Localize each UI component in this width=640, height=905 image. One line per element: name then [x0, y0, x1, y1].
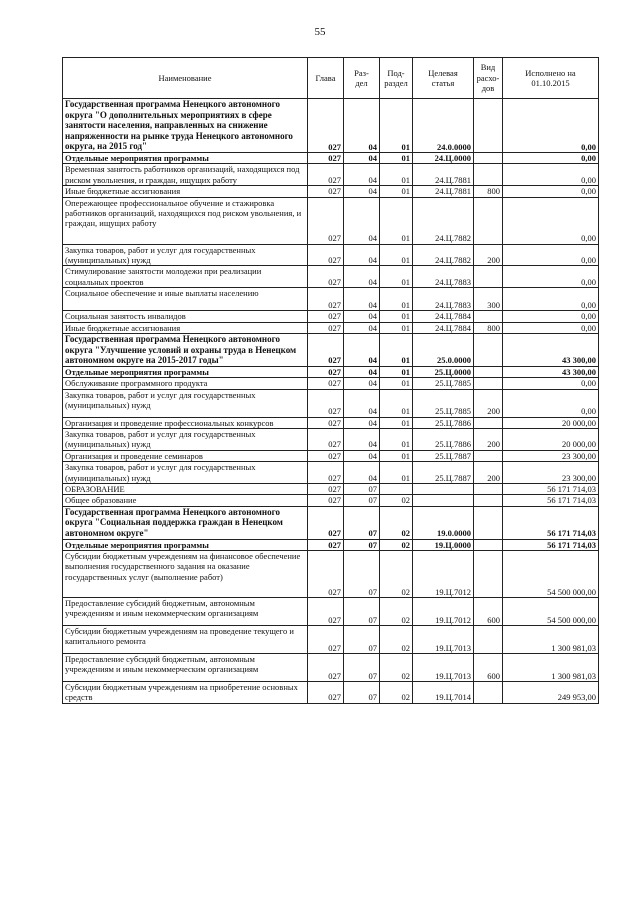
header-target: Целевая статья — [413, 58, 474, 99]
cell-chapter: 027 — [308, 551, 344, 598]
page-number: 55 — [314, 26, 326, 38]
cell-podrazdel: 02 — [380, 654, 413, 682]
cell-razdel: 07 — [344, 654, 380, 682]
table-row — [63, 311, 599, 322]
cell-vid — [474, 99, 503, 153]
cell-executed: 0,00 — [503, 99, 599, 153]
cell-executed: 0,00 — [503, 322, 599, 333]
header-name: Наименование — [63, 58, 308, 99]
cell-target: 24.Ц.7882 — [413, 197, 474, 244]
cell-executed: 56 171 714,03 — [503, 506, 599, 539]
cell-podrazdel: 01 — [380, 186, 413, 197]
cell-razdel: 04 — [344, 378, 380, 389]
cell-podrazdel: 02 — [380, 626, 413, 654]
cell-target: 25.Ц.0000 — [413, 366, 474, 377]
cell-target: 19.0.0000 — [413, 506, 474, 539]
cell-razdel: 07 — [344, 598, 380, 626]
cell-target: 19.Ц.7012 — [413, 598, 474, 626]
cell-executed: 0,00 — [503, 197, 599, 244]
header-podrazdel: Под- раздел — [380, 58, 413, 99]
table-row — [63, 429, 599, 451]
cell-vid — [474, 366, 503, 377]
cell-name: Обслуживание программного продукта — [63, 378, 308, 389]
cell-chapter: 027 — [308, 539, 344, 550]
cell-razdel: 04 — [344, 288, 380, 311]
cell-vid: 200 — [474, 429, 503, 451]
cell-razdel: 04 — [344, 311, 380, 322]
cell-chapter: 027 — [308, 484, 344, 495]
cell-razdel: 04 — [344, 334, 380, 367]
cell-vid — [474, 682, 503, 704]
cell-podrazdel: 01 — [380, 366, 413, 377]
cell-chapter: 027 — [308, 389, 344, 417]
cell-executed: 43 300,00 — [503, 334, 599, 367]
cell-name: Отдельные мероприятия программы — [63, 539, 308, 550]
cell-chapter: 027 — [308, 429, 344, 451]
cell-razdel: 04 — [344, 244, 380, 266]
cell-podrazdel: 02 — [380, 551, 413, 598]
cell-target: 25.Ц.7887 — [413, 462, 474, 484]
cell-razdel: 04 — [344, 186, 380, 197]
cell-executed: 0,00 — [503, 266, 599, 288]
cell-podrazdel: 02 — [380, 598, 413, 626]
table-row — [63, 484, 599, 495]
header-razdel: Раз- дел — [344, 58, 380, 99]
table-row — [63, 506, 599, 539]
cell-vid — [474, 417, 503, 428]
cell-target — [413, 495, 474, 506]
table-row — [63, 366, 599, 377]
table-row — [63, 682, 599, 704]
cell-chapter: 027 — [308, 334, 344, 367]
table-row — [63, 334, 599, 367]
cell-executed: 0,00 — [503, 311, 599, 322]
cell-target: 24.Ц.7881 — [413, 164, 474, 186]
cell-target: 19.Ц.0000 — [413, 539, 474, 550]
cell-target: 19.Ц.7013 — [413, 654, 474, 682]
cell-podrazdel: 02 — [380, 495, 413, 506]
cell-vid — [474, 539, 503, 550]
cell-razdel: 04 — [344, 450, 380, 461]
cell-razdel: 04 — [344, 164, 380, 186]
cell-chapter: 027 — [308, 495, 344, 506]
cell-vid — [474, 551, 503, 598]
cell-vid — [474, 495, 503, 506]
cell-target: 24.Ц.7882 — [413, 244, 474, 266]
cell-target: 24.0.0000 — [413, 99, 474, 153]
cell-name: Отдельные мероприятия программы — [63, 366, 308, 377]
cell-executed: 56 171 714,03 — [503, 539, 599, 550]
cell-razdel: 04 — [344, 462, 380, 484]
cell-vid — [474, 334, 503, 367]
cell-chapter: 027 — [308, 506, 344, 539]
cell-chapter: 027 — [308, 311, 344, 322]
cell-chapter: 027 — [308, 244, 344, 266]
cell-executed: 54 500 000,00 — [503, 598, 599, 626]
cell-target: 24.Ц.0000 — [413, 152, 474, 163]
cell-razdel: 04 — [344, 152, 380, 163]
cell-name: Предоставление субсидий бюджетным, автономным учреждениям и иным некоммерческим организациям — [63, 654, 308, 682]
table-row — [63, 389, 599, 417]
cell-executed: 23 300,00 — [503, 462, 599, 484]
cell-chapter: 027 — [308, 197, 344, 244]
cell-podrazdel: 01 — [380, 462, 413, 484]
cell-podrazdel: 01 — [380, 164, 413, 186]
cell-podrazdel: 01 — [380, 429, 413, 451]
cell-podrazdel: 02 — [380, 539, 413, 550]
cell-vid — [474, 626, 503, 654]
cell-executed: 0,00 — [503, 164, 599, 186]
cell-vid — [474, 164, 503, 186]
cell-vid: 300 — [474, 288, 503, 311]
cell-target: 24.Ц.7883 — [413, 288, 474, 311]
table-row — [63, 99, 599, 153]
cell-name: Иные бюджетные ассигнования — [63, 186, 308, 197]
cell-name: Закупка товаров, работ и услуг для государственных (муниципальных) нужд — [63, 389, 308, 417]
cell-podrazdel: 01 — [380, 334, 413, 367]
cell-chapter: 027 — [308, 654, 344, 682]
table-row — [63, 417, 599, 428]
cell-target: 19.Ц.7013 — [413, 626, 474, 654]
cell-executed: 43 300,00 — [503, 366, 599, 377]
cell-vid — [474, 484, 503, 495]
cell-podrazdel — [380, 484, 413, 495]
cell-name: Опережающее профессиональное обучение и стажировка работников организаций, находящихся под риском увольнения, и граждан, ищущих работу — [63, 197, 308, 244]
cell-podrazdel: 01 — [380, 311, 413, 322]
cell-executed: 0,00 — [503, 389, 599, 417]
table-row — [63, 495, 599, 506]
header-executed: Исполнено на 01.10.2015 — [503, 58, 599, 99]
cell-executed: 0,00 — [503, 152, 599, 163]
cell-vid: 200 — [474, 244, 503, 266]
cell-chapter: 027 — [308, 322, 344, 333]
cell-razdel: 07 — [344, 495, 380, 506]
table-row — [63, 598, 599, 626]
cell-podrazdel: 01 — [380, 378, 413, 389]
cell-podrazdel: 01 — [380, 197, 413, 244]
cell-target: 25.Ц.7885 — [413, 389, 474, 417]
cell-name: Организация и проведение семинаров — [63, 450, 308, 461]
cell-razdel: 04 — [344, 99, 380, 153]
cell-executed: 56 171 714,03 — [503, 484, 599, 495]
table-row — [63, 164, 599, 186]
cell-executed: 249 953,00 — [503, 682, 599, 704]
cell-name: Закупка товаров, работ и услуг для государственных (муниципальных) нужд — [63, 462, 308, 484]
cell-chapter: 027 — [308, 378, 344, 389]
cell-vid — [474, 378, 503, 389]
cell-podrazdel: 01 — [380, 244, 413, 266]
header-vid: Вид расхо- дов — [474, 58, 503, 99]
cell-executed: 1 300 981,03 — [503, 654, 599, 682]
cell-razdel: 07 — [344, 539, 380, 550]
header-row — [63, 58, 599, 99]
cell-podrazdel: 01 — [380, 417, 413, 428]
cell-podrazdel: 01 — [380, 99, 413, 153]
cell-podrazdel: 02 — [380, 506, 413, 539]
cell-name: Государственная программа Ненецкого автономного округа "Улучшение условий и охраны труда в Ненецком автономном округе на 2015-2017 годы" — [63, 334, 308, 367]
cell-name: Стимулирование занятости молодежи при реализации социальных проектов — [63, 266, 308, 288]
cell-name: Государственная программа Ненецкого автономного округа "О дополнительных мероприятиях в сфере занятости населения, направленных на снижение напряженности на рынке труда Ненецкого автономного округа, на 2015 год" — [63, 99, 308, 153]
cell-vid: 800 — [474, 322, 503, 333]
cell-vid — [474, 450, 503, 461]
cell-name: Иные бюджетные ассигнования — [63, 322, 308, 333]
cell-name: Субсидии бюджетным учреждениям на приобретение основных средств — [63, 682, 308, 704]
cell-chapter: 027 — [308, 598, 344, 626]
cell-executed: 0,00 — [503, 288, 599, 311]
cell-razdel: 04 — [344, 417, 380, 428]
cell-chapter: 027 — [308, 164, 344, 186]
cell-razdel: 07 — [344, 484, 380, 495]
cell-vid — [474, 266, 503, 288]
table-row — [63, 322, 599, 333]
table-row — [63, 450, 599, 461]
cell-vid — [474, 506, 503, 539]
cell-name: Субсидии бюджетным учреждениям на финансовое обеспечение выполнения государственного задания на оказание государственных услуг (выполнение работ) — [63, 551, 308, 598]
cell-podrazdel: 01 — [380, 389, 413, 417]
cell-vid: 800 — [474, 186, 503, 197]
cell-razdel: 07 — [344, 551, 380, 598]
cell-target: 24.Ц.7881 — [413, 186, 474, 197]
cell-target: 25.Ц.7887 — [413, 450, 474, 461]
cell-name: Социальное обеспечение и иные выплаты населению — [63, 288, 308, 311]
cell-executed: 0,00 — [503, 378, 599, 389]
cell-podrazdel: 02 — [380, 682, 413, 704]
cell-chapter: 027 — [308, 186, 344, 197]
cell-executed: 20 000,00 — [503, 429, 599, 451]
cell-executed: 0,00 — [503, 186, 599, 197]
cell-chapter: 027 — [308, 450, 344, 461]
cell-target: 19.Ц.7012 — [413, 551, 474, 598]
cell-name: Закупка товаров, работ и услуг для государственных (муниципальных) нужд — [63, 429, 308, 451]
cell-target: 24.Ц.7884 — [413, 311, 474, 322]
cell-name: Социальная занятость инвалидов — [63, 311, 308, 322]
cell-name: Субсидии бюджетным учреждениям на проведение текущего и капитального ремонта — [63, 626, 308, 654]
cell-podrazdel: 01 — [380, 322, 413, 333]
cell-razdel: 04 — [344, 366, 380, 377]
cell-vid: 600 — [474, 598, 503, 626]
cell-target: 25.Ц.7886 — [413, 429, 474, 451]
cell-name: Организация и проведение профессиональных конкурсов — [63, 417, 308, 428]
table-row — [63, 152, 599, 163]
table-row — [63, 378, 599, 389]
cell-chapter: 027 — [308, 682, 344, 704]
cell-target — [413, 484, 474, 495]
table-row — [63, 462, 599, 484]
cell-name: Отдельные мероприятия программы — [63, 152, 308, 163]
cell-vid — [474, 197, 503, 244]
cell-vid — [474, 311, 503, 322]
cell-chapter: 027 — [308, 462, 344, 484]
cell-razdel: 04 — [344, 197, 380, 244]
cell-vid: 200 — [474, 389, 503, 417]
cell-name: Предоставление субсидий бюджетным, автономным учреждениям и иным некоммерческим организациям — [63, 598, 308, 626]
cell-executed: 23 300,00 — [503, 450, 599, 461]
cell-razdel: 07 — [344, 682, 380, 704]
cell-razdel: 07 — [344, 506, 380, 539]
cell-razdel: 04 — [344, 389, 380, 417]
cell-podrazdel: 01 — [380, 266, 413, 288]
cell-vid — [474, 152, 503, 163]
table-row — [63, 244, 599, 266]
cell-chapter: 027 — [308, 417, 344, 428]
cell-podrazdel: 01 — [380, 288, 413, 311]
table-row — [63, 186, 599, 197]
cell-podrazdel: 01 — [380, 450, 413, 461]
cell-razdel: 04 — [344, 322, 380, 333]
cell-chapter: 027 — [308, 366, 344, 377]
cell-chapter: 027 — [308, 266, 344, 288]
cell-name: Временная занятость работников организаций, находящихся под риском увольнения, и граждан, ищущих работу — [63, 164, 308, 186]
table-row — [63, 539, 599, 550]
cell-target: 25.Ц.7885 — [413, 378, 474, 389]
cell-chapter: 027 — [308, 288, 344, 311]
cell-vid: 600 — [474, 654, 503, 682]
cell-name: Общее образование — [63, 495, 308, 506]
cell-executed: 54 500 000,00 — [503, 551, 599, 598]
cell-razdel: 04 — [344, 266, 380, 288]
cell-name: Государственная программа Ненецкого автономного округа "Социальная поддержка граждан в Ненецком автономном округе" — [63, 506, 308, 539]
cell-razdel: 04 — [344, 429, 380, 451]
cell-chapter: 027 — [308, 626, 344, 654]
table-body — [63, 99, 599, 704]
table-row — [63, 266, 599, 288]
table-row — [63, 288, 599, 311]
budget-table — [62, 57, 599, 704]
cell-chapter: 027 — [308, 99, 344, 153]
cell-target: 19.Ц.7014 — [413, 682, 474, 704]
header-chapter: Глава — [308, 58, 344, 99]
cell-podrazdel: 01 — [380, 152, 413, 163]
cell-chapter: 027 — [308, 152, 344, 163]
cell-target: 24.Ц.7883 — [413, 266, 474, 288]
cell-target: 24.Ц.7884 — [413, 322, 474, 333]
cell-name: Закупка товаров, работ и услуг для государственных (муниципальных) нужд — [63, 244, 308, 266]
cell-target: 25.0.0000 — [413, 334, 474, 367]
cell-target: 25.Ц.7886 — [413, 417, 474, 428]
table-row — [63, 551, 599, 598]
cell-executed: 56 171 714,03 — [503, 495, 599, 506]
cell-executed: 0,00 — [503, 244, 599, 266]
table-row — [63, 626, 599, 654]
table-row — [63, 197, 599, 244]
cell-executed: 20 000,00 — [503, 417, 599, 428]
cell-name: ОБРАЗОВАНИЕ — [63, 484, 308, 495]
cell-razdel: 07 — [344, 626, 380, 654]
cell-executed: 1 300 981,03 — [503, 626, 599, 654]
table-row — [63, 654, 599, 682]
cell-vid: 200 — [474, 462, 503, 484]
